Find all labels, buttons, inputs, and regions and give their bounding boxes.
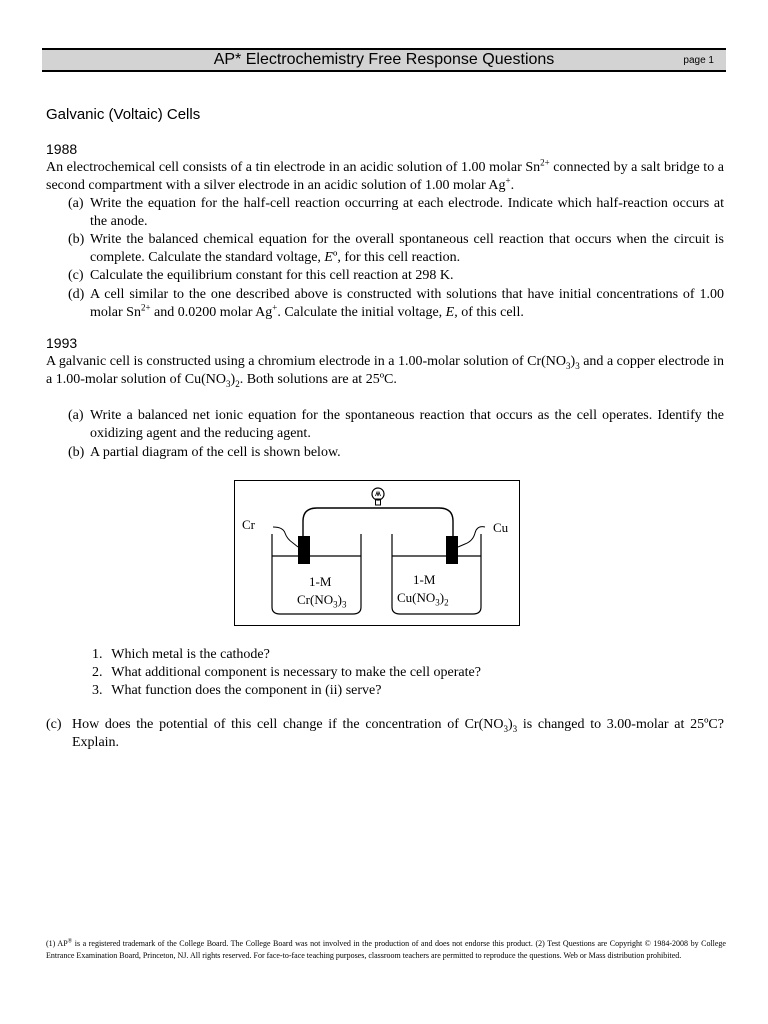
bulb-filament (376, 492, 381, 496)
question-1993-subitem-2: 2. What additional component is necessary to make the cell operate? (92, 665, 481, 680)
header-bar (42, 48, 726, 72)
document-title: AP* Electrochemistry Free Response Questions (213, 51, 555, 68)
question-1988-part-b: (b) Write the balanced chemical equation for the overall spontaneous cell reaction that occurs when the circuit is complete. Calculate the standard voltage, Eº, for this cell reaction. (68, 232, 724, 265)
question-year-1988: 1988 (46, 141, 78, 157)
question-1988-part-a: (a) Write the equation for the half-cell reaction occurring at each electrode. Indicate which half-reaction occurs at the anode. (68, 196, 724, 229)
question-1993-part-a: (a) Write a balanced net ionic equation for the spontaneous reaction that occurs as the cell operates. Identify the oxidizing agent and the reducing agent. (68, 408, 724, 441)
copyright-footer: (1) AP® is a registered trademark of the College Board. The College Board was not involved in the production of and does not endorse this product. (2) Test Questions are Copyright © 1984-2008 by College Entrance Examination Board, Princeton, NJ. All rights reserved. For face-to-face teaching purposes, classroom teachers are permitted to reproduce the questions. Web or Mass distribution prohibited. (46, 938, 726, 960)
question-1993-subitem-3: 3. What function does the component in (ii) serve? (92, 683, 382, 698)
right-solution-label: $Cu(NO_3)_2$ (397, 590, 449, 608)
section-title: Galvanic (Voltaic) Cells (46, 106, 201, 123)
question-1988-intro: An electrochemical cell consists of a tin electrode in an acidic solution of 1.00 molar $Sn^{2+}$ connected by a salt bridge to a second compartment with a silver electrode in an acidic solution of 1.00 molar Ag+. (46, 157, 724, 193)
left-solution-label: $Cr(NO_3)_3$ (297, 592, 347, 610)
chromium-electrode (298, 536, 310, 564)
right-metal-label: Cu (493, 520, 509, 535)
question-1988-part-d: (d) A cell similar to the one described above is constructed with solutions that have initial concentrations of 1.00 molar $Sn^{2+}$ and 0.0200 molar Ag+. Calculate the initial voltage, E, of this cell. (68, 287, 724, 320)
question-1993-part-b: (b) A partial diagram of the cell is shown below. (68, 445, 341, 460)
external-wire (303, 508, 453, 536)
copper-electrode (446, 536, 458, 564)
galvanic-cell-diagram (234, 480, 520, 626)
left-concentration-label: 1-M (309, 574, 332, 589)
question-year-1993: 1993 (46, 335, 78, 351)
question-1993-intro: A galvanic cell is constructed using a chromium electrode in a 1.00-molar solution of $Cr(NO_3)_3$ and a copper electrode in a 1.00-molar solution of $Cu(NO_3)_2$. Both solutions are at 25ºC. (46, 354, 724, 389)
right-concentration-label: 1-M (413, 572, 436, 587)
left-metal-label: Cr (242, 517, 255, 532)
question-1993-part-c: (c) How does the potential of this cell change if the concentration of $Cr(NO_3)_3$ is changed to 3.00-molar at 25ºC? Explain. (46, 717, 724, 750)
chromium-lead (273, 527, 298, 547)
question-1993-subitem-1: 1. Which metal is the cathode? (92, 647, 270, 662)
light-bulb-icon (372, 488, 384, 500)
page-number: page 1 (683, 55, 714, 66)
question-1988-part-c: (c) Calculate the equilibrium constant for this cell reaction at 298 K. (68, 268, 454, 283)
cell-diagram-drawing (235, 481, 521, 627)
